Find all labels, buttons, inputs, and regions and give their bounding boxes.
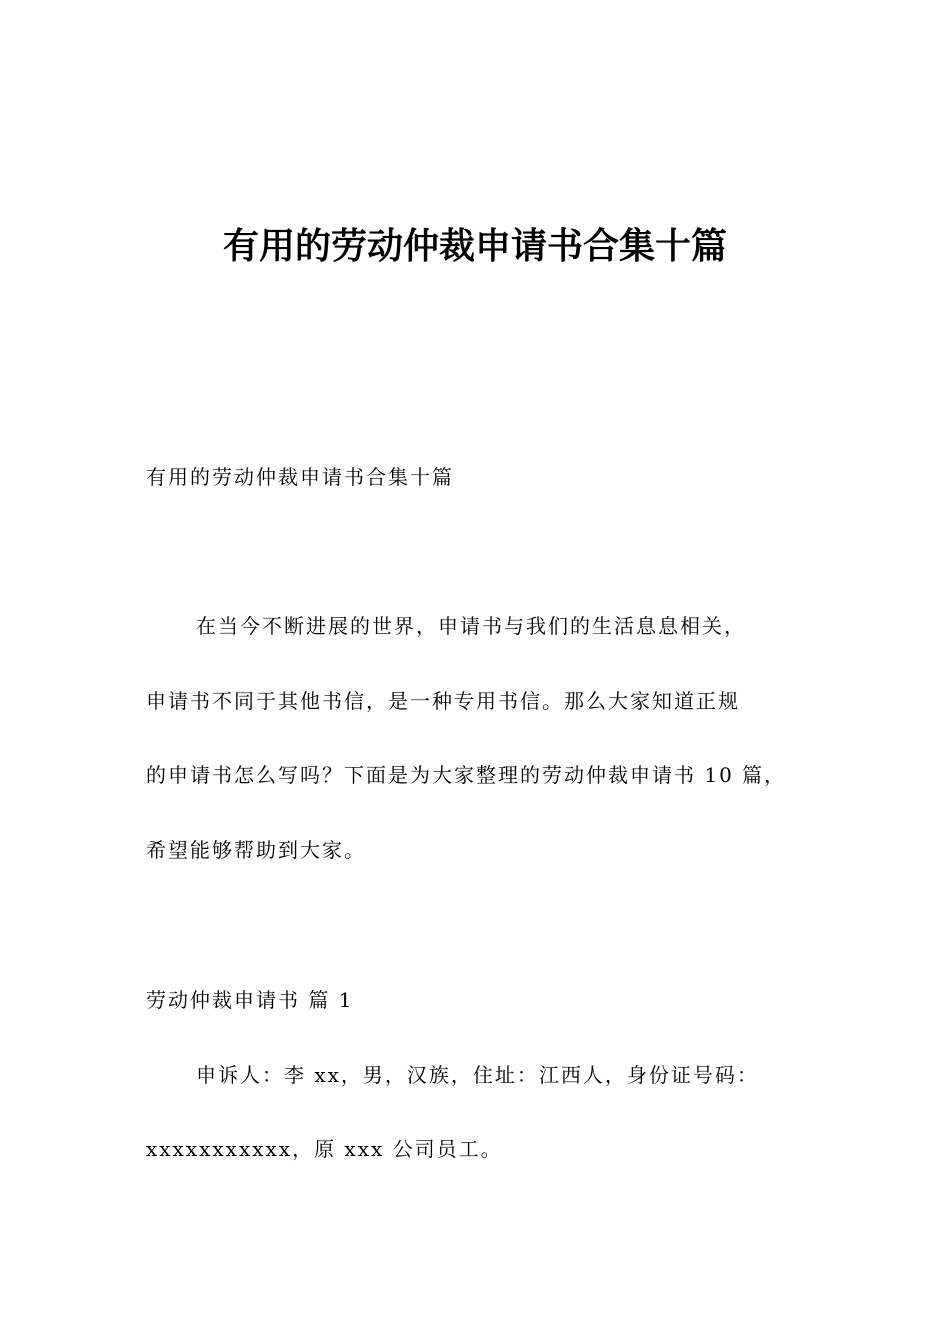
body-line-1: 申诉人：李 xx，男，汉族，住址：江西人，身份证号码： <box>196 1063 759 1087</box>
intro-line-4: 希望能够帮助到大家。 <box>146 838 366 862</box>
document-subtitle: 有用的劳动仲裁申请书合集十篇 <box>146 465 454 489</box>
section-heading: 劳动仲裁申请书 篇 1 <box>146 988 354 1012</box>
intro-line-3: 的申请书怎么写吗？下面是为大家整理的劳动仲裁申请书 10 篇， <box>146 763 787 787</box>
body-line-2: xxxxxxxxxxx，原 xxx 公司员工。 <box>146 1137 503 1161</box>
intro-line-2: 申请书不同于其他书信，是一种专用书信。那么大家知道正规 <box>146 689 740 713</box>
document-title: 有用的劳动仲裁申请书合集十篇 <box>222 226 727 267</box>
intro-line-1: 在当今不断进展的世界，申请书与我们的生活息息相关， <box>196 614 746 638</box>
